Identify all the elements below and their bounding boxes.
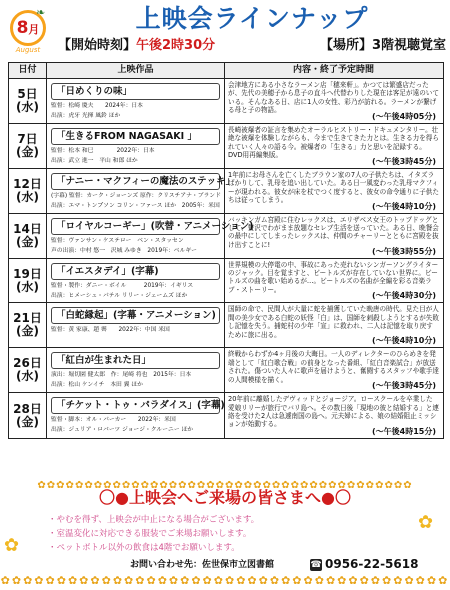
end-time: (〜午後4時05分) bbox=[371, 111, 436, 121]
film-description bbox=[225, 169, 442, 213]
end-time: (〜午後4時10分) bbox=[371, 336, 436, 346]
film-description bbox=[225, 214, 442, 258]
col-desc-header: 内容・終了予定時間 bbox=[292, 65, 374, 75]
notice-item: ・やむを得ず、上映会が中止になる場合がございます。 bbox=[48, 515, 260, 525]
film-description bbox=[225, 303, 442, 347]
date-day: 7日 bbox=[17, 131, 38, 146]
place-info: 【場所】3階視聴覚室 bbox=[319, 38, 446, 53]
film-title: 「イエスタデイ」(字幕) bbox=[51, 263, 220, 280]
month-badge bbox=[6, 6, 50, 54]
film-credits: (字幕) 監督：カーク・ジョーンズ 原作：クリスチアナ・ブランド bbox=[51, 192, 221, 199]
date-day: 14日 bbox=[13, 221, 42, 236]
table-row bbox=[9, 124, 443, 169]
synopsis: 終戦からわずか4ヶ月後の大晦日。一人のディレクターのひらめきを発端として「紅白歌合戦」の前身となった番組、「紅白音楽試合」が放送された。傷ついた人々に歌声を届けようと、奮闘するスタッフや歌手達の人間模様を描く。 bbox=[228, 350, 439, 384]
date-weekday: (水) bbox=[16, 99, 39, 114]
sunflower-icon: ✿ bbox=[418, 512, 434, 533]
screening-date bbox=[9, 169, 47, 213]
date-weekday: (金) bbox=[16, 414, 39, 429]
film-cell bbox=[47, 79, 225, 123]
film-cast: 出演：ジュリア・ロバーツ ジョージ・クルーニー ほか bbox=[51, 427, 194, 434]
notice-list bbox=[48, 513, 408, 555]
end-time: (〜午後3時55分) bbox=[371, 246, 436, 256]
film-description bbox=[225, 348, 442, 392]
synopsis: 20年前に離婚したデヴィッドとジョージア。ロースクールを卒業した愛娘リリーが旅行でバリ島へ。その数日後「現地の彼と結婚する」と連絡を受けた2人は急遽南国の島へ。元夫婦による、娘の結婚阻止ミッションが始動する。 bbox=[228, 395, 439, 429]
screening-date bbox=[9, 348, 47, 392]
date-weekday: (水) bbox=[16, 189, 39, 204]
film-credits: 監督：黄 家康、趙 霽 2022年：中国 米国 bbox=[51, 327, 170, 334]
notice-item: ・室温変化に対応できる服装でご来場お願いします。 bbox=[48, 529, 252, 539]
month-number: 8月 bbox=[16, 18, 40, 38]
film-credits: 監督・脚本：オル・パーカー 2022年：米国 bbox=[51, 417, 176, 424]
sunflower-border-bottom: ✿✿✿✿✿✿✿✿✿✿✿✿✿✿✿✿✿✿✿✿✿✿✿✿✿✿✿✿✿✿✿✿✿✿✿✿✿✿✿✿ bbox=[0, 574, 450, 587]
film-cell bbox=[47, 124, 225, 168]
film-credits: 監督：ヴァンサン・ケステロー ベン・スタッセン bbox=[51, 237, 184, 244]
film-title: 「ナニー・マクフィーの魔法のステッキ」 bbox=[51, 173, 220, 190]
film-cast: 声の出演：中村 悠一 沢城 みゆき 2019年：ベルギー bbox=[51, 247, 197, 254]
film-credits: 監督・製作：ダニー・ボイル 2019年：イギリス bbox=[51, 282, 194, 289]
synopsis: 世界規模の大停電の中、事故にあった売れないシンガーソングライターのジャック。目を覚ますと、ビートルズが存在していない世界に。ビートルズの曲を歌い始めるが…。ビートルズの名曲が全編を彩る音楽ラブ・ストーリー。 bbox=[228, 260, 439, 294]
screening-date bbox=[9, 214, 47, 258]
film-title: 「チケット・トゥ・パラダイス」(字幕) bbox=[51, 397, 220, 414]
film-cell bbox=[47, 393, 225, 438]
page-title: 上映会ラインナップ bbox=[135, 4, 369, 33]
synopsis: 1年前にお母さんを亡くしたブラウン家の7人の子供たちは、イタズラばかりして、乳母を追い出していた。ある日一風変わった乳母マクフィーが現われる。彼女が床を杖でつく度すると、彼女の命令通りに子供たちは従ってしまう。 bbox=[228, 170, 439, 204]
film-cell bbox=[47, 348, 225, 392]
film-cell bbox=[47, 259, 225, 303]
date-weekday: (金) bbox=[16, 324, 39, 339]
end-time: (〜午後4時10分) bbox=[371, 201, 436, 211]
col-date-header: 日付 bbox=[9, 63, 47, 78]
film-description bbox=[225, 79, 442, 123]
start-time-info: 【開始時刻】午後2時30分 bbox=[58, 38, 216, 53]
film-cast: 出演：エマ・トンプソン コリン・ファース ほか 2005年：米国 bbox=[51, 202, 220, 209]
film-title: 「日めくりの味」 bbox=[51, 83, 220, 100]
table-row bbox=[9, 393, 443, 438]
film-description bbox=[225, 393, 442, 438]
film-cast: 出演：松山 ケンイチ 本田 翼 ほか bbox=[51, 382, 143, 389]
table-row bbox=[9, 259, 443, 304]
welcome-banner: 〇●上映会へご来場の皆さまへ●〇 bbox=[99, 488, 351, 507]
film-title: 「紅白が生まれた日」 bbox=[51, 352, 220, 369]
end-time: (〜午後4時15分) bbox=[371, 427, 436, 437]
film-title: 「白蛇縁起」(字幕・アニメーション) bbox=[51, 307, 220, 324]
film-cast: 出演：武立 進一 平山 和郎 ほか bbox=[51, 157, 138, 164]
screening-date bbox=[9, 393, 47, 438]
date-weekday: (金) bbox=[16, 234, 39, 249]
table-row bbox=[9, 303, 443, 348]
col-film-header: 上映作品 bbox=[47, 63, 225, 78]
schedule-info bbox=[58, 37, 446, 54]
date-day: 21日 bbox=[13, 311, 42, 326]
film-cell bbox=[47, 214, 254, 258]
date-weekday: (水) bbox=[16, 279, 39, 294]
sunflower-icon: ✿ bbox=[4, 535, 20, 556]
table-row bbox=[9, 348, 443, 393]
date-day: 26日 bbox=[13, 356, 42, 371]
phone-number: ☎ 0956-22-5618 bbox=[310, 557, 419, 571]
table-row bbox=[9, 79, 443, 124]
date-day: 12日 bbox=[13, 176, 42, 191]
sunflower-border-top: ✿✿✿✿✿✿✿✿✿✿✿✿✿✿✿✿✿✿✿✿✿✿✿✿✿✿✿✿✿✿✿✿✿✿✿✿✿✿✿✿ bbox=[37, 480, 413, 491]
film-title: 「ロイヤルコーギー」(吹替・アニメーション) bbox=[51, 218, 220, 235]
screening-date bbox=[9, 259, 47, 303]
leaf-icon: ❧ bbox=[36, 6, 46, 19]
screening-date bbox=[9, 79, 47, 123]
synopsis: 国師の命で、民間人が大量に蛇を捕獲していた晩唐の時代。見た目が人間の美少女である白蛇の妖怪「白」は、国師を刺殺しようとするが失敗し記憶を失う。捕蛇村の少年「宣」に救われ、二人は記憶を取り戻すために旅に出る。 bbox=[228, 305, 439, 339]
film-credits: 演出：堀切園 健太郎 作：尾崎 将也 2015年：日本 bbox=[51, 372, 192, 379]
date-weekday: (金) bbox=[16, 144, 39, 159]
film-title: 「生きるFROM NAGASAKI 」 bbox=[51, 128, 220, 145]
date-day: 5日 bbox=[17, 86, 38, 101]
table-row bbox=[9, 169, 443, 214]
end-time: (〜午後3時45分) bbox=[371, 156, 436, 166]
screening-date bbox=[9, 303, 47, 347]
date-weekday: (水) bbox=[16, 369, 39, 384]
film-credits: 監督：松崎 慶夫 2024年：日本 bbox=[51, 103, 143, 109]
inquiry-contact: お問い合わせ先：佐世保市立図書館 bbox=[130, 560, 275, 570]
film-description bbox=[225, 124, 442, 168]
end-time: (〜午後4時30分) bbox=[371, 291, 436, 301]
screening-date bbox=[9, 124, 47, 168]
table-header bbox=[9, 63, 443, 79]
month-english: August bbox=[15, 46, 41, 54]
date-day: 19日 bbox=[13, 266, 42, 281]
film-cast: 出演：虎牙 光揮 風鈴 ほか bbox=[51, 113, 121, 119]
film-description bbox=[225, 259, 442, 303]
synopsis: 長崎被爆者の証言を集めたオーラルヒストリー・ドキュメンタリー。壮絶な被爆を体験しながらも、今まで生きてきた力とは。生きる力を得られていく人々の語る今。被爆者の「生きる」力と思いを記録する。DVD用再編集版。 bbox=[228, 125, 439, 160]
film-cell bbox=[47, 169, 236, 213]
date-day: 28日 bbox=[13, 401, 42, 416]
film-cell bbox=[47, 303, 225, 347]
table-row bbox=[9, 214, 443, 259]
phone-icon: ☎ bbox=[310, 559, 322, 570]
end-time: (〜午後3時45分) bbox=[371, 381, 436, 391]
screening-table bbox=[8, 62, 444, 439]
notice-item: ・ペットボトル以外の飲食は4階でお願いします。 bbox=[48, 543, 240, 553]
film-cast: 出演：ヒメーシュ・パテル リリー・ジェームズ ほか bbox=[51, 292, 188, 299]
synopsis: バッキンガム宮殿に住むレックスは、エリザベス女王のトップドッグとして、贅沢でわがまま放題なセレブ生活を送っていた。ある日、晩餐会の最中にしてしまったレックスは、仲間のチャーリーとともに宮殿を抜け出すことに! bbox=[228, 215, 439, 249]
film-credits: 監督：松本 和巳 2022年：日本 bbox=[51, 147, 155, 154]
synopsis: 会津地方にある小さなラーメン店「穂来軒」。かつては繁盛店だったが、先代の美穂子から息子の直斗へ代替わりした現在は客足が遠のいている。そんなある日、店に1人の女性、彩乃が訪れる。ラーメンが繋げる母と子の物語。 bbox=[228, 81, 439, 115]
